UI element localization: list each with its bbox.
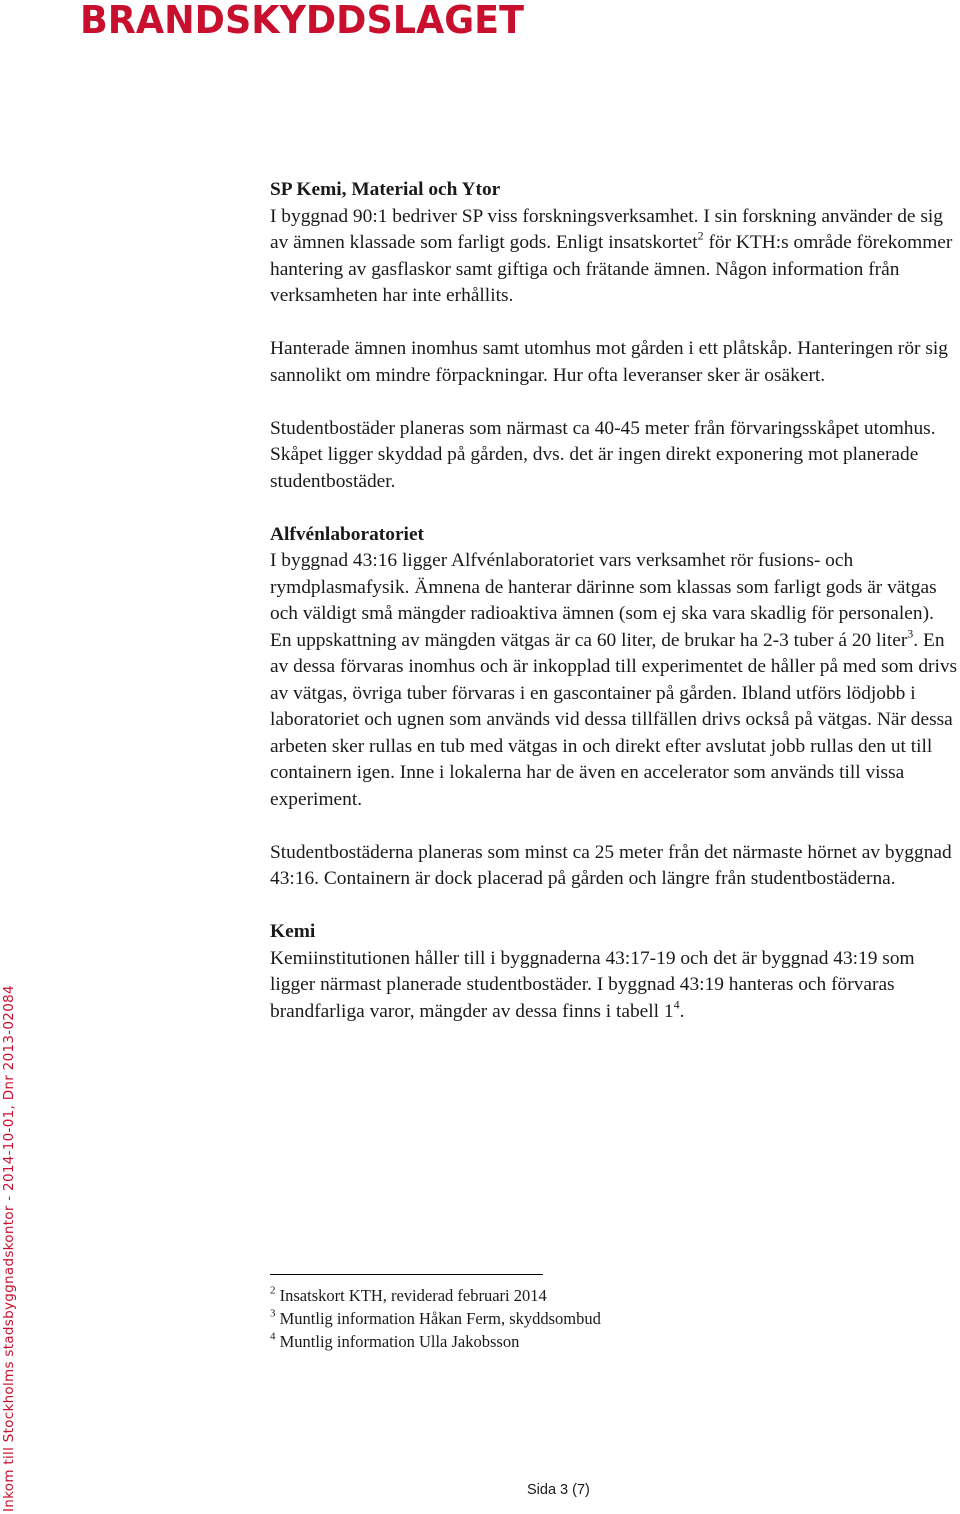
footnote-item: $^4$ Muntlig information Ulla Jakobsson: [270, 1330, 520, 1351]
section-sp-kemi: [270, 177, 960, 310]
footnote-item: $^2$ Insatskort KTH, reviderad februari 2014: [270, 1284, 547, 1305]
section-heading: Kemi: [270, 921, 316, 942]
section-kemi: [270, 919, 960, 1025]
paragraph: I byggnad 43:16 ligger Alfvénlaboratoriet vars verksamhet rör fusions- och rymdplasmafysik. Ämnena de hanterar därinne som klassas som farligt gods är vätgas och väldigt små mängder radioaktiva ämnen (som ej ska vara skadlig för personalen). En uppskattning av mängden vätgas är ca 60 liter, de brukar ha 2-3 tuber á 20 liter$^3$. En av dessa förvaras inomhus och är inkopplad till experimentet de håller på med som drivs av vätgas, övriga tuber förvaras i en gascontainer på gården. Ibland utförs lödjobb i laboratoriet och ugnen som används vid dessa tillfällen drivs också på vätgas. När dessa arbeten sker rullas en tub med vätgas in och direkt efter avslutat jobb rullas den ut till containern igen. Inne i lokalerna har de även en accelerator som används till vissa experiment.: [270, 550, 958, 810]
paragraph: Kemiinstitutionen håller till i byggnaderna 43:17-19 och det är byggnad 43:19 som ligger närmast planerade studentbostäder. I byggnad 43:19 hanteras och förvaras brandfarliga varor, mängder av dessa finns i tabell $1^4$.: [270, 947, 915, 1022]
footnote-ref: 2: [697, 228, 704, 243]
section-heading: SP Kemi, Material och Ytor: [270, 179, 501, 200]
page-number: Sida 3 (7): [527, 1482, 590, 1498]
section-heading: Alfvénlaboratoriet: [270, 523, 425, 545]
footnote-ref: 4: [673, 997, 680, 1012]
side-stamp: Inkom till Stockholms stadsbyggnadskontor - 2014-10-01, Dnr 2013-02084: [1, 985, 17, 1512]
paragraph: Hanterade ämnen inomhus samt utomhus mot gården i ett plåtskåp. Hanteringen rör sig sannolikt om mindre förpackningar. Hur ofta leveranser sker är osäkert.: [270, 338, 948, 386]
paragraph: I byggnad 90:1 bedriver SP viss forskningsverksamhet. I sin forskning använder de sig av ämnen klassade som farligt gods. Enligt insatskortet$^2$ för KTH:s område förekommer hantering av gasflaskor samt giftiga och frätande ämnen. Någon information från verksamheten har inte erhållits.: [270, 205, 953, 306]
brand-logo: BRANDSKYDDSLAGET: [80, 0, 524, 42]
document-body: [270, 177, 960, 1052]
footnote-item: $^3$ Muntlig information Håkan Ferm, skyddsombud: [270, 1307, 601, 1328]
section-alfvenlaboratoriet: [270, 522, 960, 814]
paragraph: Studentbostäder planeras som närmast ca 40-45 meter från förvaringsskåpet utomhus. Skåpet ligger skyddad på gården, dvs. det är ingen direkt exponering mot planerade studentbostäder.: [270, 417, 936, 492]
paragraph: Studentbostäderna planeras som minst ca 25 meter från det närmaste hörnet av byggnad 43:16. Containern är dock placerad på gården och längre från studentbostäderna.: [270, 841, 952, 889]
footnote-divider: [270, 1274, 543, 1275]
footnote-ref: 3: [907, 626, 914, 641]
footnotes: [270, 1284, 601, 1353]
